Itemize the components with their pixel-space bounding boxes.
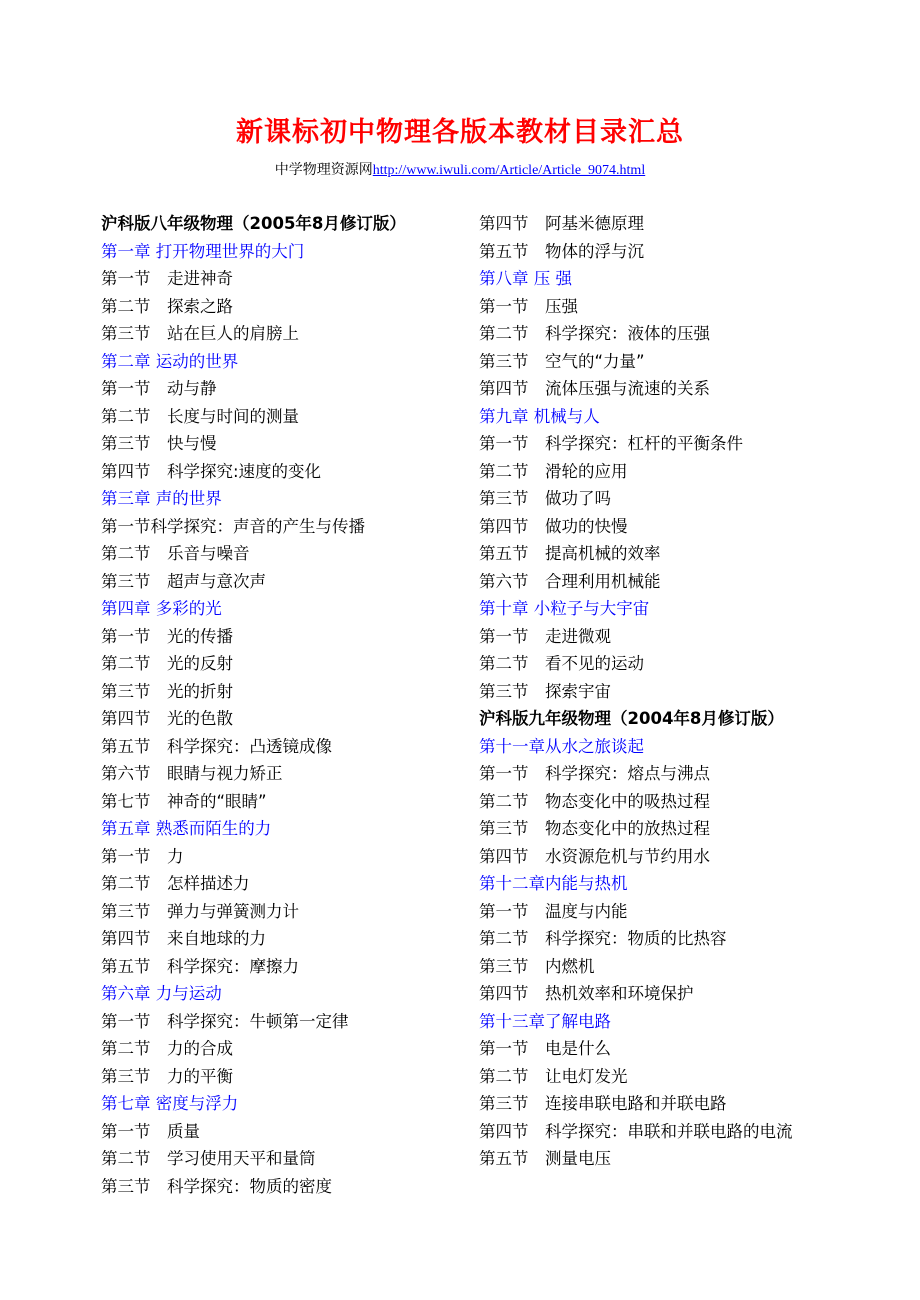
section-item: 第一节 电是什么	[479, 1039, 611, 1058]
chapter-title: 第七章 密度与浮力	[101, 1094, 239, 1113]
section-item: 第四节 水资源危机与节约用水	[479, 846, 710, 866]
section-item: 第三节 快与慢	[101, 434, 217, 453]
chapter-title: 第十一章从水之旅谈起	[479, 736, 644, 756]
section-item: 第五节 提高机械的效率	[479, 544, 661, 563]
source-label: 中学物理资源网	[274, 163, 373, 178]
chapter-title: 第十三章了解电路	[479, 1011, 611, 1031]
section-item: 第一节 质量	[101, 1121, 200, 1141]
section-item: 第二节 乐音与噪音	[101, 544, 250, 563]
chapter-title: 第四章 多彩的光	[101, 599, 222, 618]
section-item: 第一节 科学探究：杠杆的平衡条件	[479, 434, 743, 453]
section-item: 第三节 物态变化中的放热过程	[479, 819, 710, 838]
section-item: 第二节 滑轮的应用	[479, 461, 628, 481]
section-item: 第三节 探索宇宙	[479, 681, 611, 701]
section-item: 第四节 阿基米德原理	[479, 214, 644, 233]
section-item: 第二节 力的合成	[101, 1039, 233, 1058]
section-item: 第五节 物体的浮与沉	[479, 241, 644, 261]
section-item: 第五节 测量电压	[479, 1149, 611, 1168]
section-item: 第三节 力的平衡	[101, 1066, 233, 1086]
section-item: 第一节 力	[101, 846, 184, 866]
chapter-title: 第二章 运动的世界	[101, 351, 239, 371]
section-item: 第三节 连接串联电路和并联电路	[479, 1094, 727, 1113]
section-item: 第二节 探索之路	[101, 296, 233, 316]
section-item: 第一节 科学探究：牛顿第一定律	[101, 1011, 349, 1031]
section-item: 第七节 神奇的“眼睛”	[101, 791, 267, 811]
section-item: 第三节 光的折射	[101, 681, 233, 701]
section-item: 第一节 光的传播	[101, 626, 233, 646]
section-item: 第二节 光的反射	[101, 654, 233, 673]
section-item: 第三节 弹力与弹簧测力计	[101, 901, 299, 921]
edition-heading: 沪科版八年级物理（2005年8月修订版）	[101, 214, 406, 233]
section-item: 第三节 科学探究：物质的密度	[101, 1176, 332, 1196]
section-item: 第六节 眼睛与视力矫正	[101, 764, 283, 783]
section-item: 第一节 科学探究：熔点与沸点	[479, 764, 710, 783]
chapter-title: 第一章 打开物理世界的大门	[101, 241, 305, 261]
section-item: 第二节 怎样描述力	[101, 874, 250, 893]
section-item: 第四节 做功的快慢	[479, 516, 628, 536]
chapter-title: 第九章 机械与人	[479, 406, 600, 426]
section-item: 第一节 温度与内能	[479, 901, 628, 921]
section-item: 第二节 科学探究：液体的压强	[479, 324, 710, 343]
section-item: 第四节 热机效率和环境保护	[479, 984, 694, 1003]
source-line	[0, 159, 920, 179]
chapter-title: 第八章 压 强	[479, 269, 572, 288]
section-item: 第五节 科学探究：摩擦力	[101, 956, 299, 976]
chapter-title: 第十章 小粒子与大宇宙	[479, 599, 650, 618]
section-item: 第四节 来自地球的力	[101, 929, 266, 948]
section-item: 第四节 光的色散	[101, 709, 233, 728]
source-link[interactable]: http://www.iwuli.com/Article/Article_9074.html	[372, 163, 646, 178]
section-item: 第一节 走进微观	[479, 626, 611, 646]
section-item: 第二节 看不见的运动	[479, 654, 644, 673]
section-item: 第四节 流体压强与流速的关系	[479, 379, 710, 398]
section-item: 第一节 压强	[479, 296, 578, 316]
section-item: 第一节 走进神奇	[101, 269, 233, 288]
section-item: 第四节 科学探究:速度的变化	[101, 461, 322, 481]
section-item: 第二节 长度与时间的测量	[101, 406, 299, 426]
section-item: 第三节 做功了吗	[479, 489, 611, 508]
section-item: 第三节 站在巨人的肩膀上	[101, 324, 299, 343]
chapter-title: 第五章 熟悉而陌生的力	[101, 819, 272, 838]
toc-right-column	[479, 210, 829, 1173]
chapter-title: 第六章 力与运动	[101, 984, 222, 1003]
section-item: 第一节科学探究：声音的产生与传播	[101, 516, 365, 536]
section-item: 第五节 科学探究：凸透镜成像	[101, 736, 332, 756]
section-item: 第二节 科学探究：物质的比热容	[479, 929, 727, 948]
document-title: 新课标初中物理各版本教材目录汇总	[236, 117, 684, 148]
section-item: 第二节 让电灯发光	[479, 1066, 628, 1086]
chapter-title: 第三章 声的世界	[101, 489, 222, 508]
section-item: 第六节 合理利用机械能	[479, 571, 661, 591]
toc-left-column	[101, 210, 456, 1200]
edition-heading: 沪科版九年级物理（2004年8月修订版）	[479, 709, 784, 728]
section-item: 第三节 超声与意次声	[101, 571, 266, 591]
chapter-title: 第十二章内能与热机	[479, 874, 628, 893]
section-item: 第三节 空气的“力量”	[479, 351, 645, 371]
section-item: 第三节 内燃机	[479, 956, 595, 976]
section-item: 第一节 动与静	[101, 379, 217, 398]
section-item: 第二节 物态变化中的吸热过程	[479, 791, 710, 811]
section-item: 第二节 学习使用天平和量筒	[101, 1149, 316, 1168]
section-item: 第四节 科学探究：串联和并联电路的电流	[479, 1121, 793, 1141]
